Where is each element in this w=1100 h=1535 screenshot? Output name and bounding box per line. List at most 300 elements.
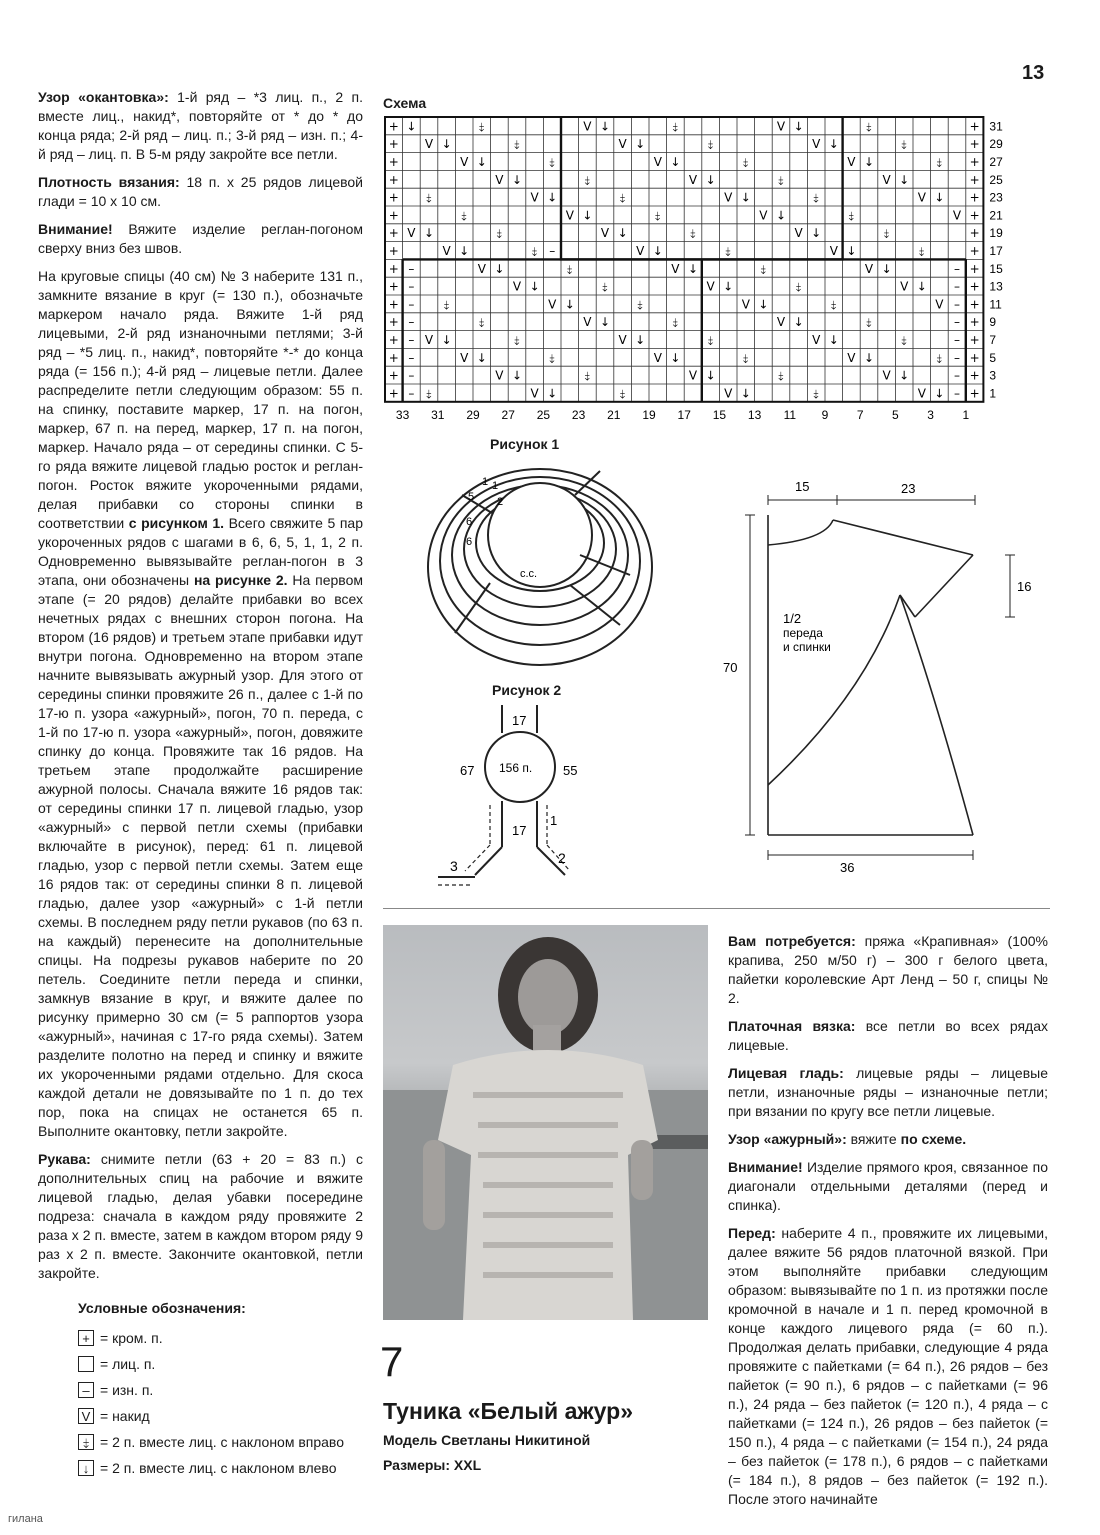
chart-stitch-symbol: V [583, 315, 592, 330]
chart-stitch-symbol: + [388, 119, 399, 134]
chart-col-label: 23 [571, 407, 586, 422]
legend-text: = кром. п. [100, 1330, 163, 1346]
chart-stitch-symbol: – [954, 261, 960, 276]
chart-stitch-symbol: ↓ [916, 279, 927, 294]
instructions-left-column [38, 88, 363, 1292]
chart-stitch-symbol: ⤈ [461, 208, 467, 223]
front-paragraph [728, 1224, 1048, 1509]
model-photo-illustration [383, 925, 708, 1320]
chart-stitch-symbol: ↓ [740, 190, 751, 205]
chart-stitch-symbol: + [969, 137, 980, 152]
chart-stitch-symbol: ↓ [899, 368, 910, 383]
chart-stitch-symbol: + [969, 368, 980, 383]
legend-item [78, 1403, 368, 1429]
chart-row-label: 7 [989, 332, 997, 347]
pattern-bottom-dimension: 36 [840, 860, 855, 875]
chart-col-label: 9 [821, 407, 829, 422]
chart-stitch-symbol: ⤈ [584, 368, 591, 383]
knit-stitch-symbol [78, 1356, 94, 1372]
chart-stitch-symbol: ↓ [863, 350, 875, 365]
chart-stitch-symbol: ↓ [740, 386, 751, 401]
chart-col-label: 27 [501, 407, 515, 422]
chart-stitch-symbol: ⤈ [848, 208, 855, 223]
legend-item [78, 1429, 368, 1455]
stockinette-text: лицевые ряды – лицевые петли, изнаночные ряды – изнаночные петли; при вязании по кругу все петли лицевые. [728, 1065, 1048, 1119]
chart-col-label: 31 [431, 407, 445, 422]
chart-stitch-symbol: ⤈ [426, 386, 432, 401]
chart-row-label: 1 [989, 386, 997, 401]
sleeves-text: снимите петли (63 + 20 = 83 п.) с дополнительных спиц на рабочие и вяжите лицевой гладью, делая убавки посередине подреза: сначала в каждом ряду провяжите 2 раза х 2 п. вместе, затем в каждом втором ряду 9 раз х 2 п. вместе. Закончите окантовкой, петли закройте. [38, 1151, 363, 1281]
chart-stitch-symbol: V [548, 297, 557, 312]
chart-stitch-symbol: ⤈ [619, 386, 626, 401]
chart-stitch-symbol: + [969, 315, 980, 330]
knitting-chart [383, 115, 1048, 430]
stockinette-paragraph [728, 1064, 1048, 1121]
footer-watermark: гилана [8, 1513, 43, 1525]
chart-col-label: 17 [677, 407, 691, 422]
chart-stitch-symbol: – [408, 279, 415, 294]
fig2-stage2-label: 2 [558, 850, 566, 866]
chart-stitch-symbol: – [954, 315, 960, 330]
fig1-label: 2 [497, 496, 504, 508]
chart-stitch-symbol: V [688, 368, 698, 383]
attention-text: Вяжите изделие реглан-погоном сверху вниз без швов. [38, 221, 363, 256]
chart-stitch-symbol: V [495, 368, 504, 383]
chart-row-label: 31 [989, 119, 1003, 134]
materials-paragraph [728, 932, 1048, 1008]
chart-stitch-symbol: – [954, 332, 960, 347]
chart-stitch-symbol: ⤈ [672, 315, 679, 330]
chart-stitch-symbol: V [565, 208, 574, 223]
chart-col-label: 5 [892, 407, 899, 422]
chart-stitch-symbol: ↓ [459, 243, 470, 258]
chart-stitch-symbol: V [600, 226, 610, 241]
chart-stitch-symbol: V [460, 154, 469, 169]
chart-row-label: 13 [989, 279, 1003, 294]
chart-stitch-symbol: ⤈ [496, 226, 503, 241]
lace-text: вяжите [846, 1131, 901, 1147]
chart-stitch-symbol: V [900, 279, 909, 294]
main-bold-a: с рисунком 1. [128, 515, 225, 531]
chart-stitch-symbol: ↓ [547, 386, 558, 401]
chart-stitch-symbol: ↓ [881, 261, 892, 276]
chart-stitch-symbol: + [388, 368, 399, 383]
chart-stitch-symbol: V [495, 172, 504, 187]
chart-stitch-symbol: + [388, 190, 399, 205]
chart-stitch-symbol: ↓ [564, 297, 575, 312]
garter-paragraph [728, 1017, 1048, 1055]
chart-stitch-symbol: ↓ [793, 315, 804, 330]
chart-stitch-symbol: V [812, 137, 821, 152]
okantovka-text: 1-й ряд – *3 лиц. п., 2 п. вместе лиц., накид*, повторяйте от * до * до конца ряда; 2-й ряд – лиц. п.; 3-й ряд – изн. п.; 4-й ряд – лиц. п. В 5-м ряду закройте все петли. [38, 89, 363, 162]
chart-stitch-symbol: + [969, 297, 980, 312]
k2tog-right-symbol: ⤈ [78, 1434, 94, 1450]
density-label: Плотность вязания: [38, 174, 180, 190]
chart-stitch-symbol: ↓ [793, 119, 804, 134]
chart-col-label: 21 [607, 407, 621, 422]
chart-stitch-symbol: ⤈ [743, 154, 749, 169]
chart-row-label: 25 [989, 172, 1003, 187]
density-text: 18 п. х 25 рядов лицевой глади = 10 х 10 см. [38, 174, 363, 209]
chart-stitch-symbol: ⤈ [725, 243, 731, 258]
fig2-stage1-label: 1 [550, 813, 558, 828]
okantovka-paragraph [38, 88, 363, 164]
chart-stitch-symbol: + [388, 172, 399, 187]
chart-stitch-symbol: – [954, 368, 960, 383]
chart-stitch-symbol: + [969, 208, 980, 223]
chart-stitch-symbol: V [688, 172, 698, 187]
sleeves-label: Рукава: [38, 1151, 91, 1167]
edge-stitch-symbol: + [78, 1330, 94, 1346]
chart-stitch-symbol: V [935, 297, 944, 312]
chart-stitch-symbol: V [794, 226, 803, 241]
chart-stitch-symbol: ⤈ [479, 315, 485, 330]
model-photo [383, 925, 708, 1320]
instructions-right-column [728, 932, 1048, 1518]
chart-stitch-symbol: + [969, 172, 980, 187]
chart-row-label: 27 [989, 154, 1003, 169]
chart-stitch-symbol: – [408, 261, 415, 276]
chart-stitch-symbol: – [408, 386, 415, 401]
chart-stitch-symbol: V [776, 315, 786, 330]
chart-stitch-symbol: + [969, 261, 980, 276]
figure1-diagram [420, 455, 660, 675]
chart-stitch-symbol: ↓ [494, 261, 505, 276]
model-author: Модель Светланы Никитиной [383, 1432, 591, 1448]
figure2-title: Рисунок 2 [492, 682, 562, 698]
chart-stitch-symbol: ↓ [511, 368, 523, 383]
chart-stitch-symbol: ⤈ [866, 315, 872, 330]
chart-stitch-symbol: V [653, 154, 662, 169]
chart-stitch-symbol: – [408, 350, 415, 365]
fig2-center-label: 156 п. [499, 761, 533, 775]
model-number: 7 [380, 1338, 404, 1385]
chart-stitch-symbol: ↓ [599, 315, 611, 330]
chart-stitch-symbol: ↓ [617, 226, 628, 241]
chart-stitch-symbol: ↓ [599, 119, 611, 134]
chart-stitch-symbol: ⤈ [936, 350, 943, 365]
chart-stitch-symbol: ⤈ [813, 190, 819, 205]
legend-text: = накид [100, 1408, 150, 1424]
chart-col-label: 3 [927, 407, 934, 422]
chart-stitch-symbol: ↓ [934, 190, 945, 205]
chart-stitch-symbol: ⤈ [901, 137, 907, 152]
chart-stitch-symbol: ⤈ [778, 172, 784, 187]
legend-item [78, 1325, 368, 1351]
chart-stitch-symbol: ⤈ [707, 137, 714, 152]
pattern-top-right-dimension: 23 [901, 481, 916, 496]
chart-stitch-symbol: ⤈ [514, 332, 520, 347]
materials-label: Вам потребуется: [728, 933, 856, 949]
chart-stitch-symbol: ⤈ [655, 208, 661, 223]
chart-col-label: 11 [783, 407, 797, 422]
chart-stitch-symbol: + [969, 386, 980, 401]
chart-stitch-symbol: – [954, 297, 960, 312]
chart-stitch-symbol: ⤈ [866, 119, 872, 134]
chart-stitch-symbol: + [969, 154, 980, 169]
chart-stitch-symbol: + [388, 261, 399, 276]
chart-stitch-symbol: ↓ [635, 332, 646, 347]
chart-row-label: 15 [989, 261, 1003, 276]
chart-stitch-symbol: – [408, 297, 415, 312]
legend-text: = лиц. п. [100, 1356, 156, 1372]
garter-text: все петли во всех рядах лицевые. [728, 1018, 1048, 1053]
chart-stitch-symbol: + [388, 243, 399, 258]
chart-stitch-symbol: ⤈ [813, 386, 819, 401]
chart-row-label: 3 [989, 368, 997, 383]
chart-stitch-symbol: + [969, 279, 980, 294]
chart-stitch-symbol: ↓ [828, 332, 839, 347]
chart-stitch-symbol: ↓ [705, 172, 716, 187]
chart-stitch-symbol: + [969, 226, 980, 241]
chart-col-label: 19 [642, 407, 656, 422]
legend-item [78, 1351, 368, 1377]
page-number: 13 [1022, 62, 1045, 84]
chart-stitch-symbol: V [618, 332, 627, 347]
chart-stitch-symbol: ↓ [476, 350, 487, 365]
pattern-top-left-dimension: 15 [795, 479, 810, 494]
chart-stitch-symbol: ↓ [758, 297, 769, 312]
attention-right-text: Изделие прямого кроя, связанное по диагонали отдельными деталями (перед и спинка). [728, 1159, 1048, 1213]
chart-stitch-symbol: V [530, 386, 539, 401]
pattern-label-line1: 1/2 [783, 611, 802, 626]
chart-stitch-symbol: V [512, 279, 522, 294]
k2tog-left-symbol: ↓ [78, 1460, 94, 1476]
legend-text: = изн. п. [100, 1382, 154, 1398]
fig2-bottom-label: 17 [512, 823, 527, 838]
chart-stitch-symbol: ↓ [846, 243, 857, 258]
chart-stitch-symbol: V [460, 350, 469, 365]
chart-stitch-symbol: V [882, 368, 891, 383]
chart-stitch-symbol: V [407, 226, 416, 241]
chart-row-label: 21 [989, 208, 1003, 223]
chart-stitch-symbol: + [969, 332, 980, 347]
fig1-label: 6 [466, 516, 473, 528]
chart-stitch-symbol: ⤈ [707, 332, 714, 347]
chart-stitch-symbol: ↓ [441, 332, 452, 347]
chart-stitch-symbol: V [759, 208, 768, 223]
chart-stitch-symbol: V [618, 137, 627, 152]
chart-stitch-symbol: + [388, 332, 399, 347]
chart-stitch-symbol: V [776, 119, 786, 134]
attention-label: Внимание! [38, 221, 113, 237]
chart-stitch-symbol: ⤈ [531, 243, 538, 258]
chart-stitch-symbol: V [917, 190, 926, 205]
pattern-height-dimension: 70 [723, 660, 738, 675]
chart-stitch-symbol: V [442, 243, 451, 258]
chart-stitch-symbol: ↓ [687, 261, 699, 276]
chart-stitch-symbol: ⤈ [549, 350, 555, 365]
chart-stitch-symbol: – [954, 279, 960, 294]
density-paragraph [38, 173, 363, 211]
model-title: Туника «Белый ажур» [383, 1398, 634, 1424]
chart-stitch-symbol: + [388, 297, 399, 312]
chart-stitch-symbol: V [706, 279, 715, 294]
pattern-label-line3: и спинки [783, 640, 831, 654]
chart-stitch-symbol: ↓ [547, 190, 558, 205]
chart-stitch-symbol: – [408, 332, 415, 347]
figure1-title: Рисунок 1 [490, 436, 560, 452]
chart-stitch-symbol: ↓ [670, 154, 681, 169]
chart-row-label: 29 [989, 137, 1003, 152]
chart-stitch-symbol: + [388, 226, 399, 241]
chart-stitch-symbol: ⤈ [919, 243, 925, 258]
chart-col-label: 25 [536, 407, 551, 422]
chart-stitch-symbol: ↓ [899, 172, 910, 187]
main-instructions-paragraph [38, 267, 363, 1141]
legend-item [78, 1455, 368, 1481]
fig2-right-label: 55 [563, 763, 578, 778]
chart-stitch-symbol: ↓ [423, 226, 435, 241]
fig2-top-label: 17 [512, 713, 527, 728]
legend-text: = 2 п. вместе лиц. с наклоном влево [100, 1460, 337, 1476]
pattern-side-dimension: 16 [1017, 579, 1032, 594]
yarn-over-symbol: V [78, 1408, 94, 1424]
chart-row-label: 5 [989, 350, 997, 365]
chart-stitch-symbol: ↓ [406, 119, 417, 134]
chart-stitch-symbol: V [653, 350, 662, 365]
chart-stitch-symbol: – [408, 315, 415, 330]
chart-col-label: 33 [395, 407, 410, 422]
chart-row-label: 11 [989, 297, 1002, 312]
chart-stitch-symbol: V [530, 190, 539, 205]
chart-stitch-symbol: – [954, 350, 960, 365]
chart-stitch-symbol: + [388, 137, 399, 152]
front-text: наберите 4 п., провяжите их лицевыми, далее вяжите 56 рядов платочной вязкой. При этом выполняйте прибавки следующим образом: вывязывайте по 1 п. из протяжки после кромочной в начале и 1 п. перед кромочной в конце каждого лицевого ряда (= 60 п.). Продолжая делать прибавки, следующие 4 ряда провяжите с пайетками (= 64 п.), 26 рядов – без пайеток (= 90 п.), 6 рядов – с пайетками (= 96 п.), 24 ряда – без пайеток (= 120 п.), 4 ряда – с пайетками (= 124 п.), 26 рядов – без пайеток (= 150 п.), 4 ряда – с пайетками (= 154 п.), 24 ряда – без пайеток (= 178 п.), 6 рядов – с пайетками (= 184 п.), 8 рядов – без пайеток (= 192 п.). После этого начинайте [728, 1225, 1048, 1507]
chart-row-label: 19 [989, 226, 1003, 241]
chart-col-label: 1 [962, 407, 970, 422]
chart-stitch-symbol: V [847, 154, 856, 169]
purl-stitch-symbol: – [78, 1382, 94, 1398]
chart-stitch-symbol: V [882, 172, 891, 187]
fig2-left-label: 67 [460, 763, 475, 778]
chart-stitch-symbol: V [847, 350, 856, 365]
fig1-label: 5 [468, 491, 475, 503]
chart-stitch-symbol: + [969, 190, 980, 205]
chart-stitch-symbol: ↓ [811, 226, 822, 241]
chart-stitch-symbol: ⤈ [672, 119, 679, 134]
chart-stitch-symbol: ⤈ [901, 332, 907, 347]
chart-stitch-symbol: V [952, 208, 962, 223]
chart-col-label: 29 [466, 407, 480, 422]
scheme-title: Схема [383, 95, 427, 111]
lace-paragraph [728, 1130, 1048, 1149]
chart-stitch-symbol: ↓ [511, 172, 523, 187]
model-size: Размеры: XXL [383, 1457, 482, 1473]
chart-stitch-symbol: + [388, 279, 399, 294]
figure2-diagram [430, 705, 590, 890]
chart-stitch-symbol: ↓ [635, 137, 646, 152]
materials-text: пряжа «Крапивная» (100% крапива, 250 м/50 г) – 300 г белого цвета, пайетки королевские Арт Ленд – 50 г, спицы № 2. [728, 933, 1048, 1006]
attention-paragraph [38, 220, 363, 258]
chart-stitch-symbol: ↓ [705, 368, 716, 383]
chart-stitch-symbol: ⤈ [883, 226, 890, 241]
chart-stitch-symbol: ⤈ [795, 279, 802, 294]
fig1-center-label: с.с. [520, 568, 538, 580]
chart-col-label: 13 [747, 407, 762, 422]
chart-stitch-symbol: + [388, 154, 399, 169]
chart-stitch-symbol: ⤈ [567, 261, 573, 276]
chart-stitch-symbol: V [724, 190, 733, 205]
chart-stitch-symbol: V [424, 332, 434, 347]
chart-stitch-symbol: V [864, 261, 874, 276]
lace-label: Узор «ажурный»: [728, 1131, 847, 1147]
chart-stitch-symbol: + [388, 386, 399, 401]
chart-stitch-symbol: ⤈ [778, 368, 784, 383]
chart-stitch-symbol: + [969, 119, 980, 134]
fig1-label: 6 [466, 536, 473, 548]
chart-col-label: 7 [856, 407, 864, 422]
attention-right-paragraph [728, 1158, 1048, 1215]
main-text-a: На круговые спицы (40 см) № 3 наберите 131 п., замкните вязание в круг (= 130 п.), обозначьте маркером начало ряда. Вяжите 1-й ряд лицевыми, 2-й ряд изнаночными петлями; 3-й ряд – *5 лиц. п., накид*, повторяйте *-* до конца ряда (= 156 п.); 4-й ряд – лицевые петли. Далее распределите петли следующим образом: 55 п. на спинку, поставите маркер, 17 п. на погон, маркер, 67 п. на перед, маркер, 17 п. на погон, маркер. Начало ряда – от середины спинки. С 5-го ряда вяжите лицевой гладью росток и реглан-погон. Росток вяжите укороченными рядами, делая прибавки со стороны спинки в соответствии [38, 268, 363, 531]
chart-col-label: 15 [712, 407, 727, 422]
lace-bold: по схеме. [900, 1131, 967, 1147]
chart-stitch-symbol: – [408, 368, 415, 383]
legend [78, 1300, 368, 1481]
chart-stitch-symbol: V [424, 137, 434, 152]
chart-stitch-symbol: ⤈ [479, 119, 485, 134]
fig2-stage3-label: 3 [450, 858, 458, 874]
chart-stitch-symbol: ⤈ [426, 190, 432, 205]
chart-stitch-symbol: ⤈ [514, 137, 520, 152]
chart-stitch-symbol: ⤈ [743, 350, 749, 365]
chart-row-label: 23 [989, 190, 1003, 205]
front-label: Перед: [728, 1225, 776, 1241]
chart-stitch-symbol: + [388, 208, 399, 223]
legend-title: Условные обозначения: [78, 1300, 246, 1316]
chart-stitch-symbol: ⤈ [602, 279, 608, 294]
chart-stitch-symbol: ↓ [828, 137, 839, 152]
chart-stitch-symbol: ⤈ [690, 226, 696, 241]
chart-stitch-symbol: V [583, 119, 592, 134]
stockinette-label: Лицевая гладь: [728, 1065, 844, 1081]
legend-item [78, 1377, 368, 1403]
attention-right-label: Внимание! [728, 1159, 803, 1175]
garment-pattern-diagram [715, 475, 1045, 880]
chart-stitch-symbol: + [388, 315, 399, 330]
chart-stitch-symbol: V [917, 386, 926, 401]
chart-stitch-symbol: ⤈ [549, 154, 555, 169]
fig1-label: 1 [482, 476, 489, 488]
chart-row-label: 17 [989, 243, 1003, 258]
chart-stitch-symbol: ⤈ [619, 190, 626, 205]
chart-stitch-symbol: V [812, 332, 821, 347]
section-divider [383, 908, 1050, 909]
chart-stitch-symbol: ↓ [863, 154, 875, 169]
chart-stitch-symbol: ↓ [934, 386, 945, 401]
pattern-label-line2: переда [783, 626, 823, 640]
chart-stitch-symbol: ⤈ [936, 154, 943, 169]
chart-stitch-symbol: – [549, 243, 556, 258]
main-text-c: На первом этапе (= 20 рядов) делайте прибавки во всех нечетных рядах с внешних сторон погона. На втором (16 рядов) и третьем этапе прибавки идут внутри погона. Одновременно на втором этапе начните вывязывать ажурный узор. Для этого от середины спинки провяжите 26 п., далее с 1-й по 17-ю п. узора «ажурный», погон, 70 п. переда, с 1-й по 17-ю п. узора «ажурный», погон, довяжите спинку до конца. Провяжите так 16 рядов. На третьем этапе продолжайте расширение ажурной полосы. Сначала вяжите 16 рядов так: от середины спинки 17 п. лицевой гладью, узор «ажурный» с первой петли схемы (прибавки включайте в рисунок), перед: 61 п. лицевой гладью, узор с первой петли схемы. Затем еще 16 рядов так: от середины спинки 8 п. лицевой гладью, далее узор «ажурный» с 1-й петли схемы. В последнем ряду петли рукавов (по 63 п. на каждый) перенесите на дополнительные спицы. На подрезы рукавов наберите по 20 петель. Соедините петли переда и спинки, замкнув вязание в круг, и вяжите далее по рисунку примерно 30 см (= 5 раппортов узора «ажурный», начиная с 17-го ряда схемы). Затем разделите полотно на перед и спинку и вяжите их укороченными рядами отдельно. Для скоса каждой детали не довязывайте по 1 п. до тех пор, пока на спицах не останется 65 п. Выполните окантовку, петли закройте. [38, 572, 363, 1139]
main-text-b: Всего свяжите 5 пар укороченных рядов с шагами в 6, 6, 5, 1, 1, 2 п. Одновременно вывязывайте реглан-погон в 3 этапа, они обозначены [38, 515, 363, 588]
main-bold-b: на рисунке 2. [193, 572, 288, 588]
sleeves-paragraph [38, 1150, 363, 1283]
chart-stitch-symbol: ↓ [723, 279, 734, 294]
chart-stitch-symbol: V [829, 243, 838, 258]
chart-stitch-symbol: V [636, 243, 645, 258]
chart-stitch-symbol: ↓ [441, 137, 452, 152]
chart-stitch-symbol: ↓ [652, 243, 663, 258]
chart-stitch-symbol: + [388, 350, 399, 365]
chart-stitch-symbol: ⤈ [443, 297, 450, 312]
fig1-label: 1 [492, 480, 499, 492]
chart-stitch-symbol: V [477, 261, 486, 276]
chart-stitch-symbol: V [724, 386, 733, 401]
chart-stitch-symbol: + [969, 243, 980, 258]
chart-stitch-symbol: V [671, 261, 680, 276]
legend-text: = 2 п. вместе лиц. с наклоном вправо [100, 1434, 345, 1450]
